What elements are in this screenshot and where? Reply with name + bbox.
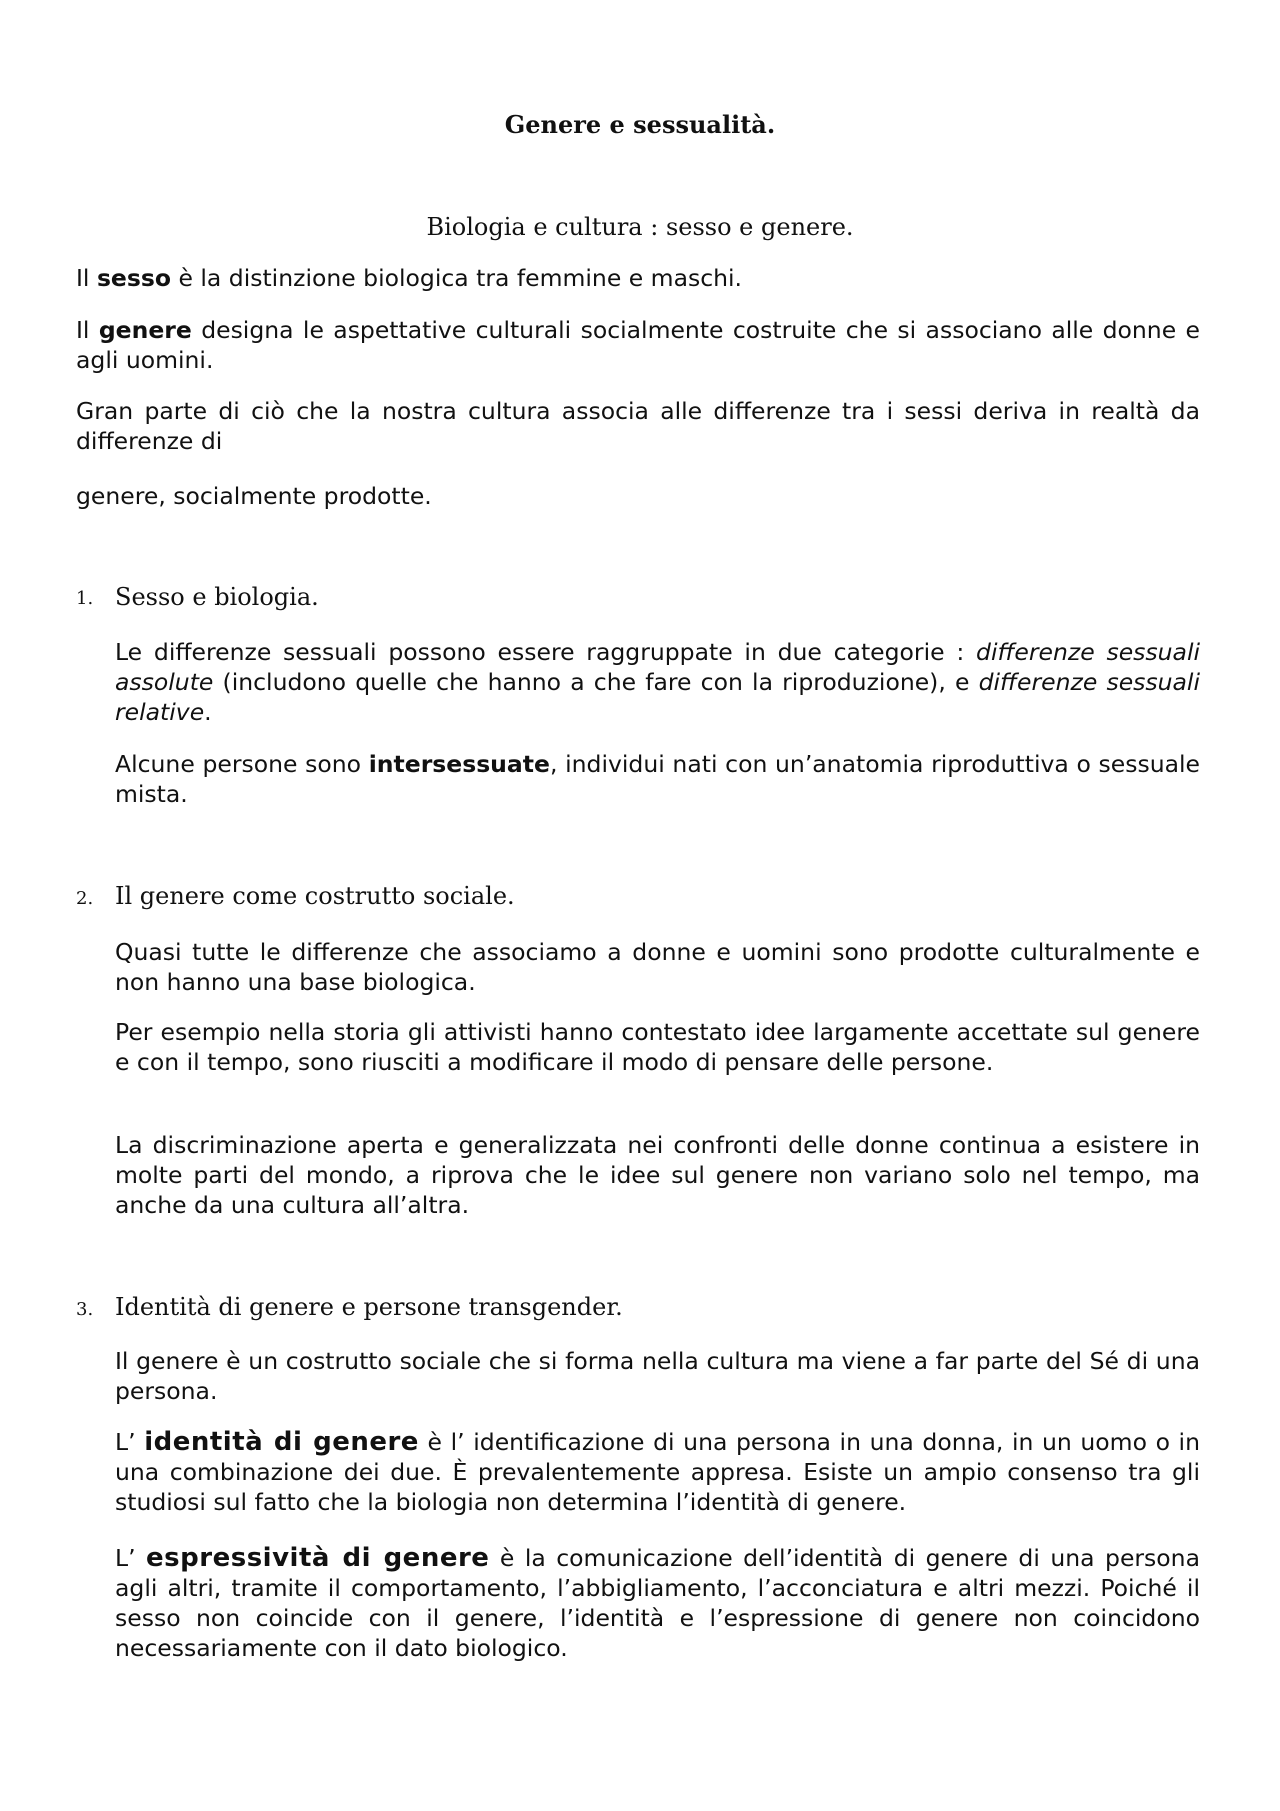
section-2-paragraph-1: Quasi tutte le differenze che associamo a donne e uomini sono prodotte culturalmente e non hanno una base biologica. xyxy=(115,938,1200,996)
intro-paragraph-differenze: Gran parte di ciò che la nostra cultura associa alle differenze tra i sessi deriva in realtà da differenze di xyxy=(76,397,1200,455)
section-3-paragraph-2: L’ identità di genere è l’ identificazione di una persona in una donna, in un uomo o in una combinazione dei due. È prevalentemente appresa. Esiste un ampio consenso tra gli studiosi sul fatto che la biologia non determina l’identità di genere. xyxy=(115,1427,1200,1516)
document-subtitle: Biologia e cultura : sesso e genere. xyxy=(426,213,854,241)
term-sesso: sesso xyxy=(96,264,171,292)
section-3-number: 3. xyxy=(76,1299,94,1320)
section-3-paragraph-1: Il genere è un costrutto sociale che si forma nella cultura ma viene a far parte del Sé di una persona. xyxy=(115,1347,1200,1405)
section-1-paragraph-2: Alcune persone sono intersessuate, individui nati con un’anatomia riproduttiva o sessuale mista. xyxy=(115,750,1200,808)
term-espressivita-di-genere: espressività di genere xyxy=(146,1543,490,1573)
section-1-paragraph-1: Le differenze sessuali possono essere raggruppate in due categorie : differenze sessuali assolute (includono quelle che hanno a che fare con la riproduzione), e differenze sessuali relative. xyxy=(115,638,1201,726)
document-title: Genere e sessualità. xyxy=(504,110,776,139)
term-intersessuate: intersessuate xyxy=(368,750,550,778)
section-2-paragraph-3: La discriminazione aperta e generalizzata nei confronti delle donne continua a esistere in molte parti del mondo, a riprova che le idee sul genere non variano solo nel tempo, ma anche da una cultura all’altra. xyxy=(115,1131,1200,1219)
intro-paragraph-genere-prodotte: genere, socialmente prodotte. xyxy=(76,482,432,510)
intro-paragraph-genere: Il genere designa le aspettative culturali socialmente costruite che si associano alle donne e agli uomini. xyxy=(76,316,1200,374)
section-3-heading: Identità di genere e persone transgender. xyxy=(115,1293,623,1321)
section-2-number: 2. xyxy=(76,888,94,909)
term-genere: genere xyxy=(98,316,192,344)
section-2-heading: Il genere come costrutto sociale. xyxy=(115,882,515,910)
section-2-paragraph-2: Per esempio nella storia gli attivisti hanno contestato idee largamente accettate sul genere e con il tempo, sono riusciti a modificare il modo di pensare delle persone. xyxy=(115,1018,1200,1076)
section-1-heading: Sesso e biologia. xyxy=(115,583,319,611)
term-identita-di-genere: identità di genere xyxy=(144,1427,419,1457)
section-1-number: 1. xyxy=(76,588,94,609)
intro-paragraph-sesso: Il sesso è la distinzione biologica tra femmine e maschi. xyxy=(76,264,743,292)
section-3-paragraph-3: L’ espressività di genere è la comunicazione dell’identità di genere di una persona agli altri, tramite il comportamento, l’abbigliamento, l’acconciatura e altri mezzi. Poiché il sesso non coincide con il genere, l’identità e l’espressione di genere non coincidono necessariamente con il dato biologico. xyxy=(115,1543,1200,1662)
